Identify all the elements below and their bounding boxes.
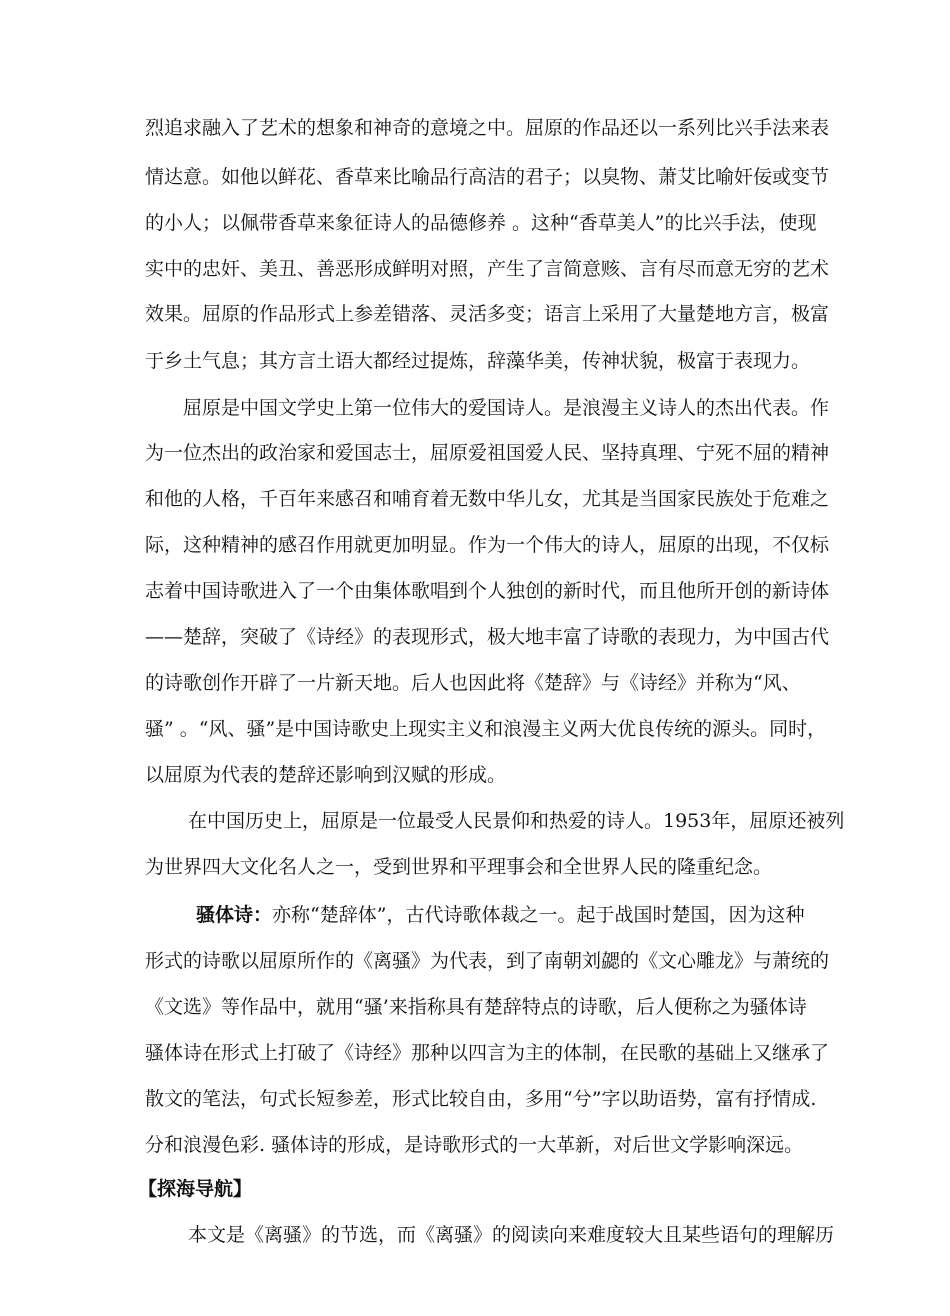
text-line: 以屈原为代表的楚辞还影响到汉赋的形成。 (145, 764, 507, 786)
text-line: 本文是《离骚》的节选，而《离骚》的阅读向来难度较大且某些语句的理解历 (188, 1224, 835, 1246)
section-heading: 【探海导航】 (138, 1178, 253, 1200)
term-label: 骚体诗： (196, 904, 273, 926)
text-line: 形式的诗歌以屈原所作的《离骚》为代表，到了南朝刘勰的《文心雕龙》与萧统的 (145, 950, 830, 972)
text-line: 屈原是中国文学史上第一位伟大的爱国诗人。是浪漫主义诗人的杰出代表。作 (183, 397, 830, 419)
text-line: 志着中国诗歌进入了一个由集体歌唱到个人独创的新时代，而且他所开创的新诗体 (145, 580, 830, 602)
text-line: 为一位杰出的政治家和爱国志士，屈原爱祖国爱人民、坚持真理、宁死不屈的精神 (145, 442, 830, 464)
text-line: ——楚辞，突破了《诗经》的表现形式，极大地丰富了诗歌的表现力，为中国古代 (145, 626, 830, 648)
text-line: 骚体诗在形式上打破了《诗经》那种以四言为主的体制，在民歌的基础上又继承了 (145, 1042, 830, 1064)
text-line: 散文的笔法，句式长短参差，形式比较自由，多用“兮”字以助语势，富有抒情成. (145, 1088, 817, 1110)
term-definition: 亦称“楚辞体”，古代诗歌体裁之一。起于战国时楚国，因为这种 (272, 904, 805, 926)
text-line: 和他的人格，千百年来感召和哺育着无数中华儿女，尤其是当国家民族处于危难之 (145, 488, 830, 510)
text-line: 实中的忠奸、美丑、善恶形成鲜明对照，产生了言简意赅、言有尽而意无穷的艺术 (145, 258, 830, 280)
text-line: 的小人；以佩带香草来象征诗人的品德修养 。这种“香草美人”的比兴手法，使现 (145, 212, 817, 234)
text-line: 的诗歌创作开辟了一片新天地。后人也因此将《楚辞》与《诗经》并称为“风、 (145, 672, 801, 694)
text-line: 分和浪漫色彩. 骚体诗的形成，是诗歌形式的一大革新，对后世文学影响深远。 (145, 1134, 804, 1156)
text-line: 效果。屈原的作品形式上参差错落、灵活多变；语言上采用了大量楚地方言，极富 (145, 303, 830, 325)
text-line: 骚” 。“风、骚”是中国诗歌史上现实主义和浪漫主义两大优良传统的源头。同时， (145, 718, 827, 740)
text-line: 为世界四大文化名人之一，受到世界和平理事会和全世界人民的隆重纪念。 (145, 856, 773, 878)
text-line: 在中国历史上，屈原是一位最受人民景仰和热爱的诗人。1953年，屈原还被列 (188, 810, 845, 832)
text-line: 烈追求融入了艺术的想象和神奇的意境之中。屈原的作品还以一系列比兴手法来表 (145, 117, 830, 139)
text-line: 《文选》等作品中，就用“骚’来指称具有楚辞特点的诗歌，后人便称之为骚体诗 (145, 996, 807, 1018)
text-line (196, 902, 804, 928)
text-line: 情达意。如他以鲜花、香草来比喻品行高洁的君子；以臭物、萧艾比喻奸佞或变节 (145, 166, 830, 188)
text-line: 于乡土气息；其方言土语大都经过提炼，辞藻华美，传神状貌，极富于表现力。 (145, 350, 811, 372)
text-line: 际，这种精神的感召作用就更加明显。作为一个伟大的诗人，屈原的出现，不仅标 (145, 534, 830, 556)
